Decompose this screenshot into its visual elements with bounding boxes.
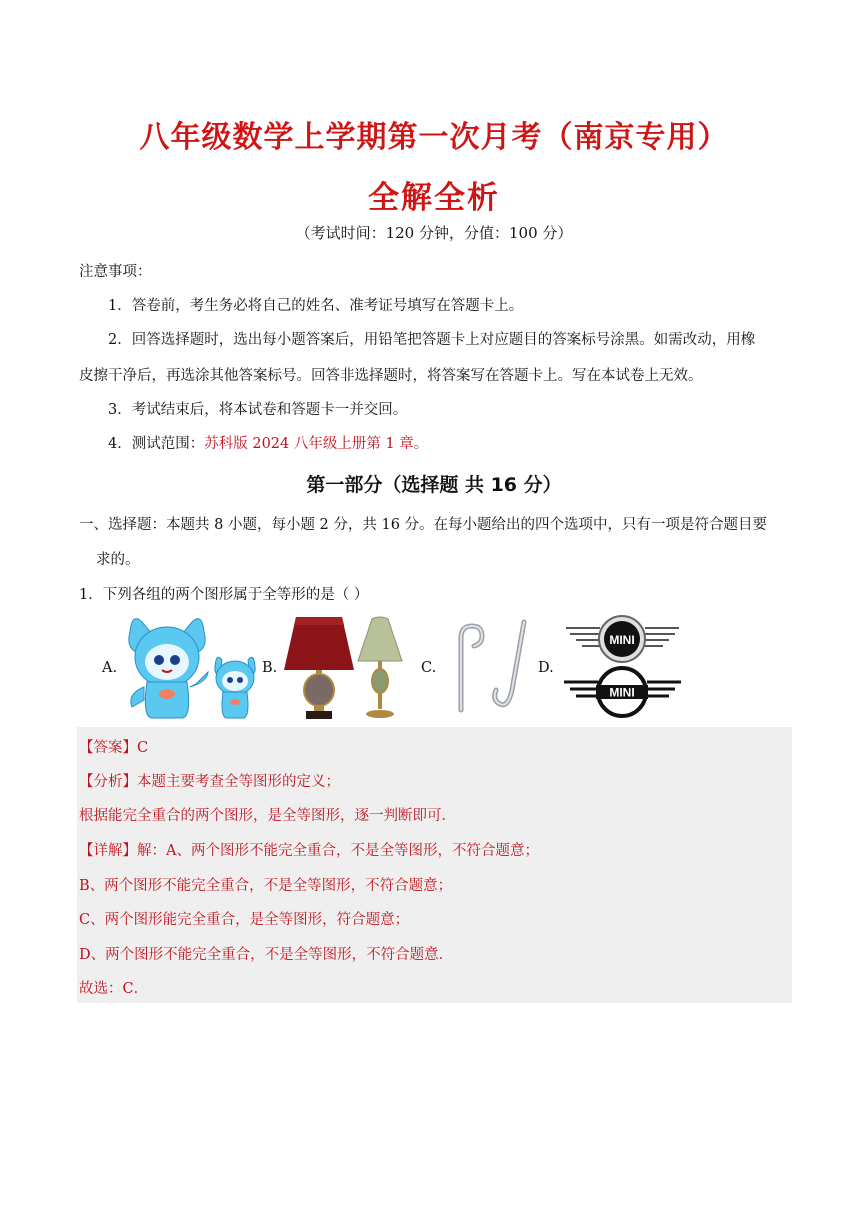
exam-info: （考试时间：120 分钟，分值：100 分） bbox=[295, 224, 573, 242]
instructions-line-1: 一、选择题：本题共 8 小题，每小题 2 分，共 16 分。在每小题给出的四个选项中，只有一项是符合题目要 bbox=[79, 517, 768, 533]
notes-heading: 注意事项： bbox=[79, 264, 152, 280]
note-item-2a: 2．回答选择题时，选出每小题答案后，用铅笔把答题卡上对应题目的答案标号涂黑。如需改动，用橡 bbox=[108, 332, 756, 348]
note-item-3: 3．考试结束后，将本试卷和答题卡一并交回。 bbox=[108, 402, 408, 418]
question-1: 1．下列各组的两个图形属于全等形的是（ ） bbox=[79, 587, 369, 603]
answer-value: C bbox=[137, 740, 149, 756]
note-item-2b: 皮擦干净后，再选涂其他答案标号。回答非选择题时，将答案写在答题卡上。写在本试卷上无效。 bbox=[79, 368, 703, 384]
part-title: 第一部分（选择题 共 16 分） bbox=[306, 474, 562, 496]
mini-logo-text-bottom: MINI bbox=[609, 685, 635, 700]
detail-line-c: C、两个图形能完全重合，是全等图形，符合题意； bbox=[79, 912, 410, 928]
detail-line-b: B、两个图形不能完全重合，不是全等图形，不符合题意； bbox=[79, 878, 453, 894]
option-a-label: A. bbox=[102, 660, 118, 676]
analysis-text: 本题主要考查全等图形的定义； bbox=[137, 774, 340, 790]
option-a-mascots-image bbox=[122, 612, 262, 722]
detail-line bbox=[79, 839, 539, 860]
option-d-label: D. bbox=[538, 660, 554, 676]
option-b-label: B. bbox=[262, 660, 278, 676]
instructions-line-2: 求的。 bbox=[96, 552, 140, 568]
note-item-4-prefix: 4．测试范围： bbox=[108, 436, 205, 452]
analysis-line bbox=[79, 770, 340, 791]
option-b-lamps-image bbox=[284, 615, 414, 720]
detail-text: 解：A、两个图形不能完全重合，不是全等图形，不符合题意； bbox=[137, 843, 539, 859]
answer-line bbox=[79, 736, 148, 757]
option-c-label: C. bbox=[421, 660, 437, 676]
test-range: 苏科版 2024 八年级上册第 1 章。 bbox=[204, 436, 429, 452]
mini-logo-text-top: MINI bbox=[609, 633, 635, 647]
note-item-4 bbox=[108, 432, 428, 453]
detail-tag: 【详解】 bbox=[79, 843, 137, 859]
page-title: 八年级数学上学期第一次月考（南京专用） bbox=[139, 120, 729, 155]
analysis-tag: 【分析】 bbox=[79, 774, 137, 790]
option-d-mini-logos-image bbox=[560, 616, 685, 718]
option-c-hooks-image bbox=[446, 618, 536, 718]
conclusion-line: 故选：C． bbox=[79, 981, 149, 997]
answer-tag: 【答案】 bbox=[79, 740, 137, 756]
page-subtitle: 全解全析 bbox=[368, 180, 500, 216]
note-item-1: 1．答卷前，考生务必将自己的姓名、准考证号填写在答题卡上。 bbox=[108, 298, 524, 314]
analysis-line-2: 根据能完全重合的两个图形，是全等图形，逐一判断即可． bbox=[79, 808, 456, 824]
detail-line-d: D、两个图形不能完全重合，不是全等图形，不符合题意． bbox=[79, 947, 454, 963]
